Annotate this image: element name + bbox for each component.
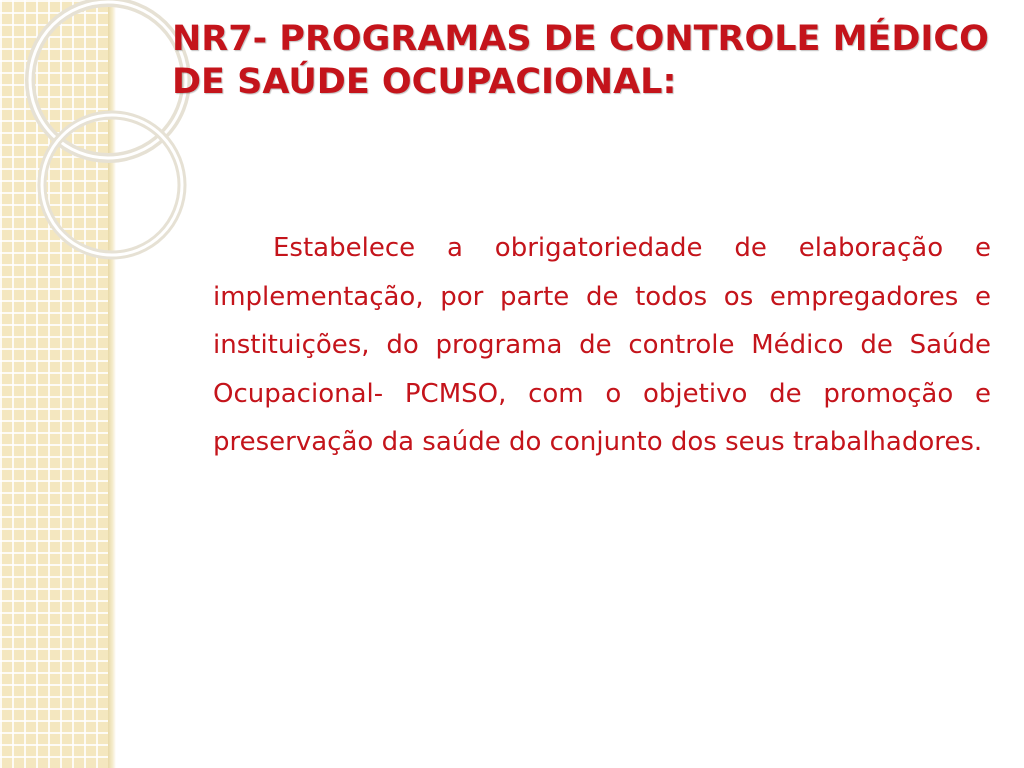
slide-title: NR7- PROGRAMAS DE CONTROLE MÉDICO DE SAÚDE OCUPACIONAL: [172, 19, 989, 102]
slide-body-text: Estabelece a obrigatoriedade de elaboração e implementação, por parte de todos os empregadores e instituições, do programa de controle Médico de Saúde Ocupacional- PCMSO, com o objetivo de promoção e preservação da saúde do conjunto dos seus trabalhadores. [213, 233, 991, 457]
ring-lower-highlight [42, 115, 182, 255]
decorative-rings [0, 0, 200, 260]
